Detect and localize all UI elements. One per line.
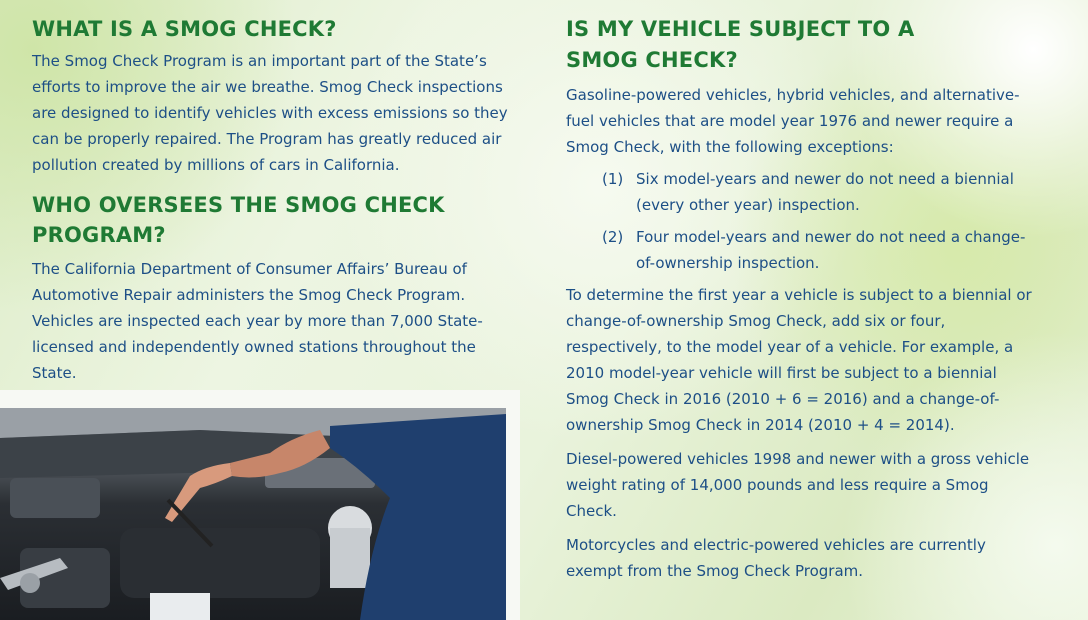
paragraph-requirements: Gasoline-powered vehicles, hybrid vehicles, and alternative-fuel vehicles that are model year 1976 and newer require a Smog Check, with the following exceptions: [566, 86, 1020, 156]
exception-text: Four model-years and newer do not need a change-of-ownership inspection. [636, 228, 1026, 272]
mechanic-engine-photo [0, 390, 520, 620]
right-column [566, 14, 1066, 584]
exception-text: Six model-years and newer do not need a biennial (every other year) inspection. [636, 170, 1014, 214]
paragraph-smog-check-description: The Smog Check Program is an important part of the State’s efforts to improve the air we breathe. Smog Check inspections are designed to identify vehicles with excess emissions so they can be properly repaired. The Program has greatly reduced air pollution created by millions of cars in California. [32, 52, 508, 174]
exception-number: (1) [602, 170, 624, 188]
exceptions-list [602, 166, 1032, 276]
paragraph-diesel: Diesel-powered vehicles 1998 and newer with a gross vehicle weight rating of 14,000 pounds and less require a Smog Check. [566, 450, 1030, 520]
photo-frame [0, 408, 506, 620]
heading-what-is-smog-check: WHAT IS A SMOG CHECK? [32, 17, 337, 41]
heading-who-oversees: WHO OVERSEES THE SMOG CHECK PROGRAM? [32, 193, 445, 247]
list-item [602, 166, 1032, 218]
left-column [32, 14, 532, 386]
engine-illustration-icon [0, 408, 506, 620]
paragraph-bureau-description: The California Department of Consumer Affairs’ Bureau of Automotive Repair administers the Smog Check Program. Vehicles are inspected each year by more than 7,000 State-licensed and independently owned stations throughout the State. [32, 260, 483, 382]
paragraph-first-year: To determine the first year a vehicle is subject to a biennial or change-of-ownership Smog Check, add six or four, respectively, to the model year of a vehicle. For example, a 2010 model-year vehicle will first be subject to a biennial Smog Check in 2016 (2010 + 6 = 2016) and a change-of-ownership Smog Check in 2014 (2010 + 4 = 2014). [566, 286, 1032, 434]
heading-vehicle-subject: IS MY VEHICLE SUBJECT TO A SMOG CHECK? [566, 17, 915, 72]
list-item [602, 224, 1032, 276]
exception-number: (2) [602, 228, 624, 246]
paragraph-exempt: Motorcycles and electric-powered vehicles are currently exempt from the Smog Check Program. [566, 536, 986, 580]
